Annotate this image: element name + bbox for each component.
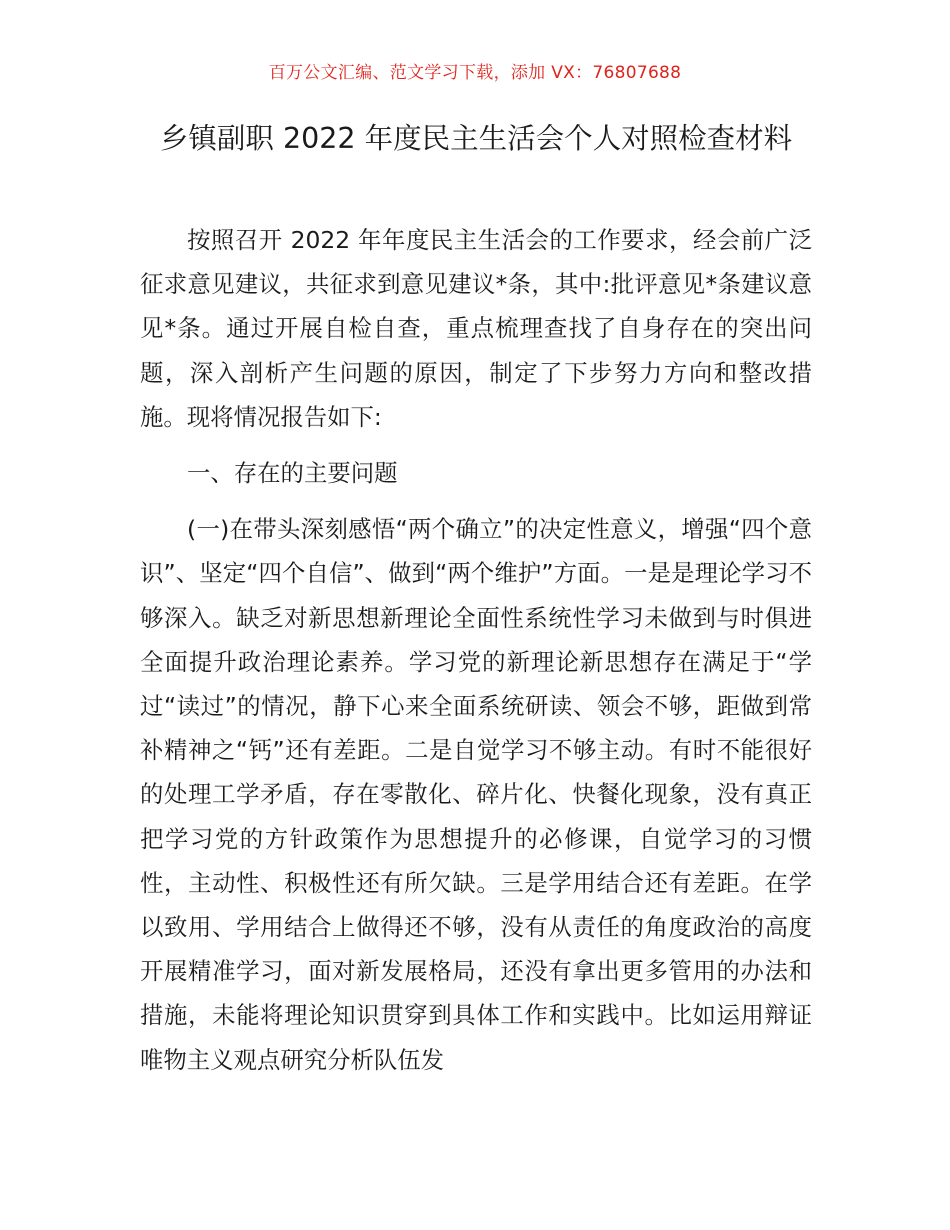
header-notice: 百万公文汇编、范文学习下载，添加 VX：76807688 <box>268 63 682 83</box>
intro-paragraph: 按照召开 2022 年年度民主生活会的工作要求，经会前广泛征求意见建议，共征求到意见建议*条，其中:批评意见*条建议意见*条。通过开展自检自查，重点梳理查找了自身存在的突出问题，深入剖析产生问题的原因，制定了下步努力方向和整改措施。现将情况报告如下: <box>140 226 812 431</box>
document-title: 乡镇副职 2022 年度民主生活会个人对照检查材料 <box>159 122 793 155</box>
body-paragraph: (一)在带头深刻感悟“两个确立”的决定性意义，增强“四个意识”、坚定“四个自信”、做到“两个维护”方面。一是是理论学习不够深入。缺乏对新思想新理论全面性系统性学习未做到与时俱进全面提升政治理论素养。学习党的新理论新思想存在满足于“学过“读过”的情况，静下心来全面系统研读、领会不够，距做到常补精神之“钙”还有差距。二是自觉学习不够主动。有时不能很好的处理工学矛盾，存在零散化、碎片化、快餐化现象，没有真正把学习党的方针政策作为思想提升的必修课，自觉学习的习惯性，主动性、积极性还有所欠缺。三是学用结合还有差距。在学以致用、学用结合上做得还不够，没有从责任的角度政治的高度开展精准学习，面对新发展格局，还没有拿出更多管用的办法和措施，未能将理论知识贯穿到具体工作和实践中。比如运用辩证唯物主义观点研究分析队伍发 <box>140 515 812 1074</box>
section-heading: 一、存在的主要问题 <box>187 459 398 488</box>
document-body <box>140 218 812 1082</box>
